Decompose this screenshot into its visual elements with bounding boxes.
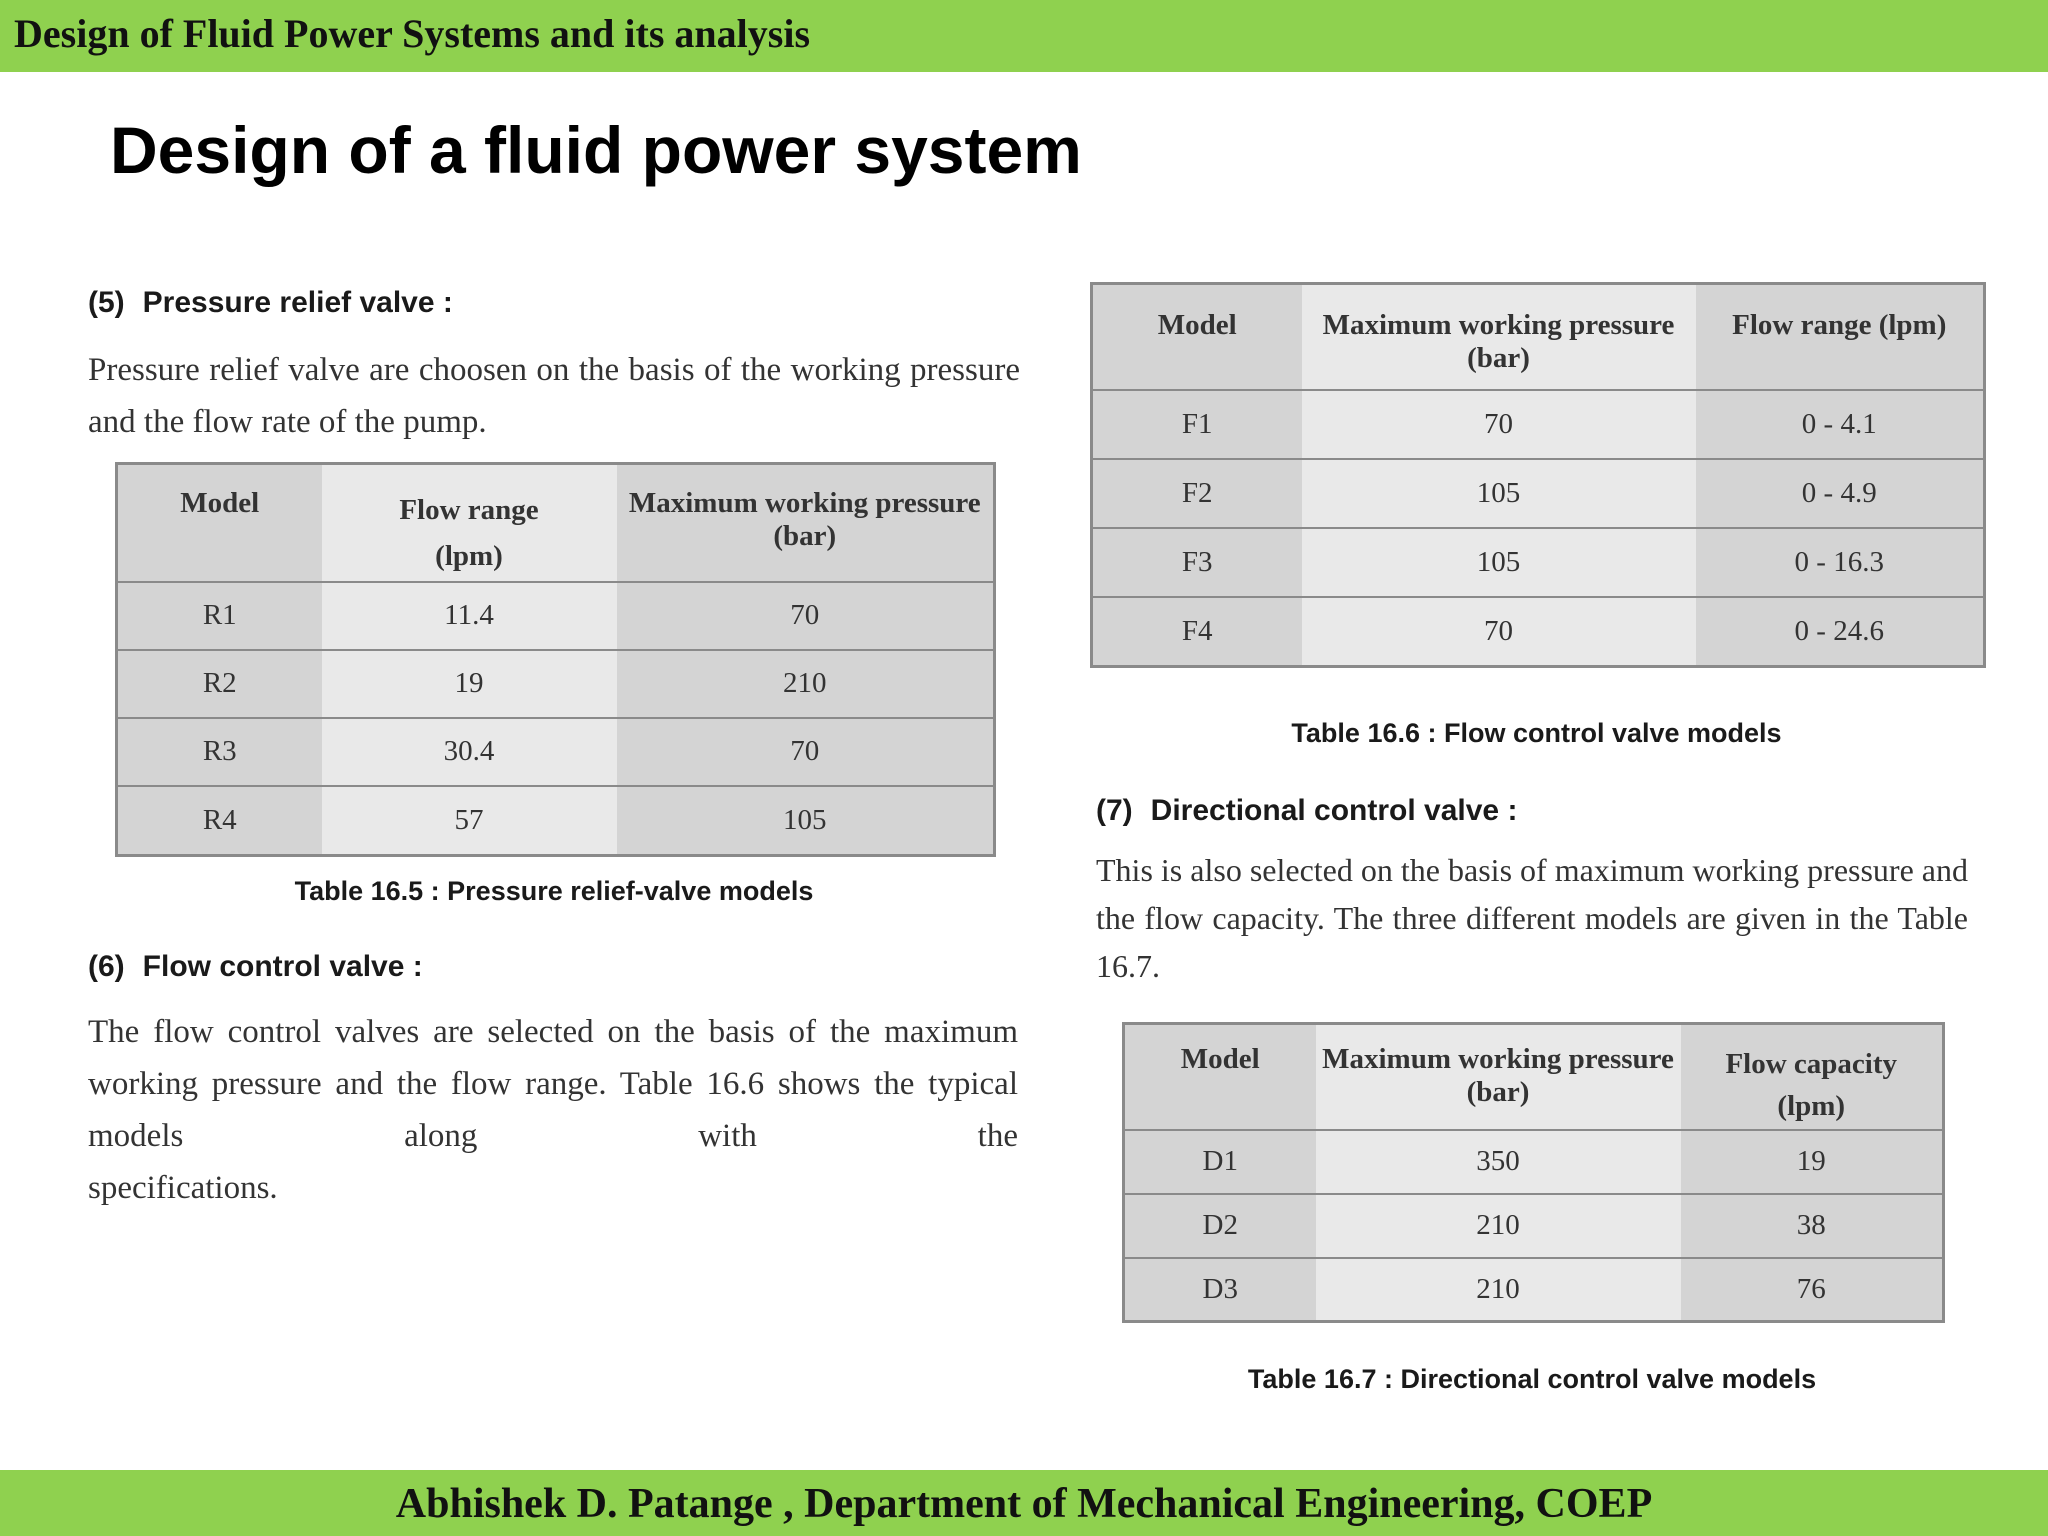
section-6-paragraph: The flow control valves are selected on the basis of the maximum working pressure and the flow range. Table 16.6 shows the typical models along with the: [88, 1014, 1018, 1154]
table-cell: R4: [117, 786, 322, 856]
table-cell: 350: [1316, 1130, 1681, 1194]
table-cell: 11.4: [322, 582, 617, 650]
table-16-5-caption: Table 16.5 : Pressure relief-valve models: [294, 876, 814, 906]
table-16-7: [1122, 1022, 1945, 1323]
section-6-paragraph-end: specifications.: [88, 1170, 278, 1206]
section-5-paragraph: Pressure relief valve are choosen on the basis of the working pressure and the flow rate of the pump.: [88, 352, 1020, 440]
column-header: Flow range (lpm): [1696, 284, 1985, 390]
table-row: [117, 650, 995, 718]
table-row: [1124, 1194, 1944, 1258]
header-bar: [0, 0, 2048, 72]
table-cell: 210: [1316, 1194, 1681, 1258]
column-header: Maximum working pressure (bar): [617, 464, 995, 582]
section-7-number: (7): [1096, 794, 1133, 827]
table-16-7-caption: Table 16.7 : Directional control valve models: [1247, 1364, 1817, 1394]
section-5-title: Pressure relief valve :: [142, 286, 453, 319]
column-header: [1681, 1024, 1944, 1130]
table-cell: R2: [117, 650, 322, 718]
column-header: Maximum working pressure (bar): [1302, 284, 1696, 390]
footer-bar: [0, 1470, 2048, 1536]
header-title: Design of Fluid Power Systems and its analysis: [14, 11, 811, 56]
section-7-title: Directional control valve :: [1150, 794, 1518, 827]
table-cell: F1: [1092, 390, 1302, 459]
table-cell: 210: [617, 650, 995, 718]
table-cell: R3: [117, 718, 322, 786]
table-cell: 0 - 4.1: [1696, 390, 1985, 459]
column-header-line: (lpm): [435, 540, 503, 572]
table-16-5: [115, 462, 996, 857]
column-header: Model: [117, 464, 322, 582]
section-7-paragraph: This is also selected on the basis of maximum working pressure and the flow capacity. The three different models are given in the Table 16.7.: [1096, 852, 1968, 984]
table-header-row: [1092, 284, 1985, 390]
table-16-6: [1090, 282, 1986, 668]
slide-title: Design of a fluid power system: [110, 113, 1082, 187]
section-5-number: (5): [88, 286, 125, 319]
table-cell: 38: [1681, 1194, 1944, 1258]
table-cell: 70: [617, 718, 995, 786]
table-row: [1092, 597, 1985, 667]
table-cell: F2: [1092, 459, 1302, 528]
table-cell: 210: [1316, 1258, 1681, 1322]
table-cell: 0 - 16.3: [1696, 528, 1985, 597]
table-row: [1092, 459, 1985, 528]
section-6-heading: [88, 950, 423, 984]
table-row: [117, 786, 995, 856]
section-6-title: Flow control valve :: [142, 950, 423, 983]
section-7-heading: [1096, 794, 1517, 828]
table-header-row: [1124, 1024, 1944, 1130]
table-header-row: [117, 464, 995, 582]
column-header: Model: [1124, 1024, 1316, 1130]
table-cell: 76: [1681, 1258, 1944, 1322]
table-cell: 70: [617, 582, 995, 650]
table-cell: F4: [1092, 597, 1302, 667]
column-header: [322, 464, 617, 582]
table-cell: D1: [1124, 1130, 1316, 1194]
column-header: Model: [1092, 284, 1302, 390]
footer-credit: Abhishek D. Patange , Department of Mechanical Engineering, COEP: [395, 1481, 1653, 1527]
table-row: [117, 718, 995, 786]
table-16-6-caption: Table 16.6 : Flow control valve models: [1291, 718, 1782, 748]
table-cell: R1: [117, 582, 322, 650]
section-6-number: (6): [88, 950, 125, 983]
column-header: Maximum working pressure (bar): [1316, 1024, 1681, 1130]
table-cell: 105: [1302, 528, 1696, 597]
table-row: [1092, 390, 1985, 459]
table-cell: 70: [1302, 390, 1696, 459]
table-row: [1124, 1130, 1944, 1194]
column-header-line: Flow capacity: [1725, 1048, 1898, 1080]
table-cell: D2: [1124, 1194, 1316, 1258]
column-header-line: (lpm): [1777, 1090, 1846, 1122]
table-cell: 19: [322, 650, 617, 718]
table-row: [1092, 528, 1985, 597]
table-cell: 30.4: [322, 718, 617, 786]
section-5-heading: [88, 286, 453, 320]
table-cell: D3: [1124, 1258, 1316, 1322]
table-cell: F3: [1092, 528, 1302, 597]
column-header-line: Flow range: [399, 494, 539, 526]
table-cell: 0 - 24.6: [1696, 597, 1985, 667]
table-cell: 19: [1681, 1130, 1944, 1194]
table-cell: 0 - 4.9: [1696, 459, 1985, 528]
table-cell: 70: [1302, 597, 1696, 667]
table-cell: 105: [1302, 459, 1696, 528]
table-cell: 57: [322, 786, 617, 856]
table-cell: 105: [617, 786, 995, 856]
table-row: [1124, 1258, 1944, 1322]
table-row: [117, 582, 995, 650]
